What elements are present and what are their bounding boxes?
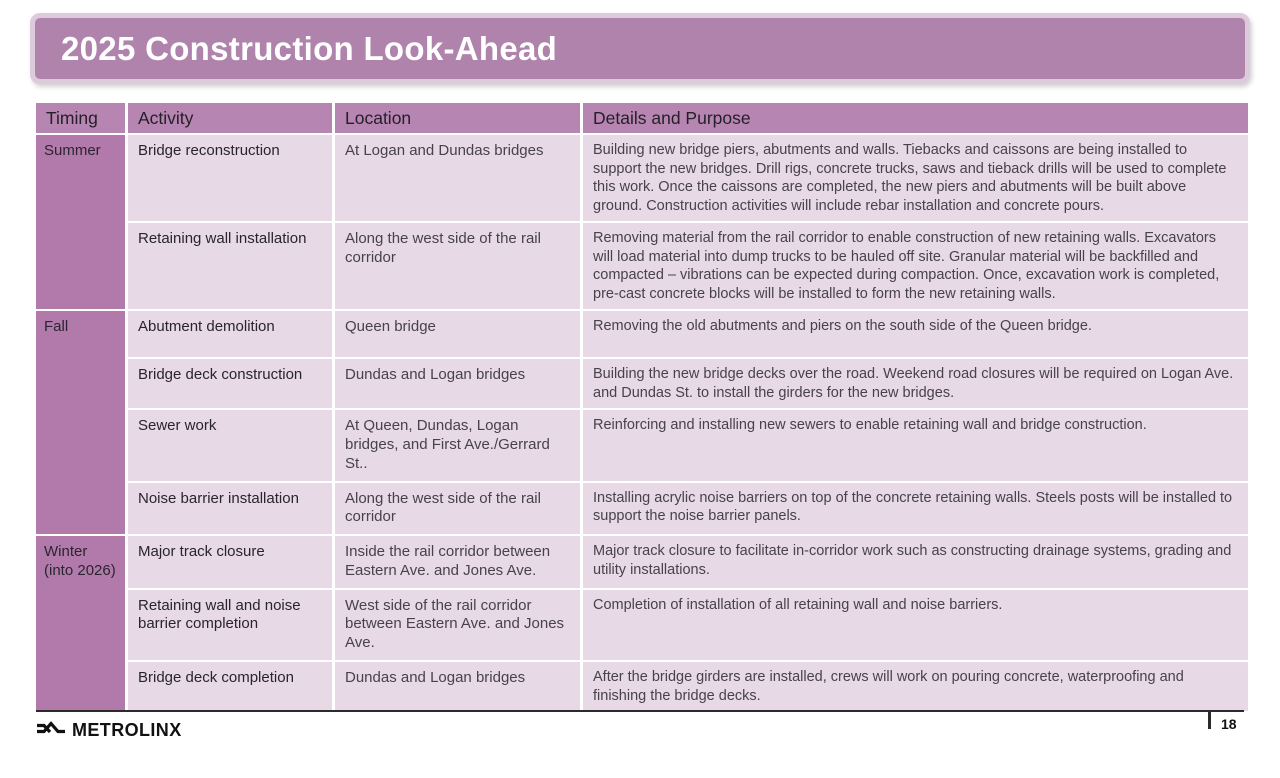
table-body <box>36 135 1248 711</box>
details-cell: Completion of installation of all retaining wall and noise barriers. <box>583 590 1248 660</box>
metrolinx-brand <box>36 718 182 743</box>
details-cell: Building the new bridge decks over the road. Weekend road closures will be required on Logan Ave. and Dundas St. to install the girders for the new bridges. <box>583 359 1248 408</box>
timing-cell: Fall <box>36 311 125 534</box>
details-cell: Major track closure to facilitate in-corridor work such as constructing drainage systems, grading and utility installations. <box>583 536 1248 588</box>
timing-cell: Summer <box>36 135 125 309</box>
details-cell: Removing the old abutments and piers on the south side of the Queen bridge. <box>583 311 1248 357</box>
table-row <box>36 311 1248 357</box>
table-row <box>36 359 1248 408</box>
header-timing: Timing <box>36 103 125 133</box>
details-cell: Installing acrylic noise barriers on top of the concrete retaining walls. Steels posts will be installed to support the noise barrier panels. <box>583 483 1248 535</box>
table-row <box>36 135 1248 221</box>
location-cell: Dundas and Logan bridges <box>335 359 580 408</box>
location-cell: West side of the rail corridor between Eastern Ave. and Jones Ave. <box>335 590 580 660</box>
page-number-tick <box>1208 711 1211 729</box>
page-number: 18 <box>1221 716 1237 732</box>
location-cell: Along the west side of the rail corridor <box>335 223 580 309</box>
title-banner <box>30 13 1250 84</box>
table-row <box>36 590 1248 660</box>
details-cell: Removing material from the rail corridor to enable construction of new retaining walls. Excavators will load material into dump trucks to be hauled off site. Granular material will be backfilled and compacted – vibrations can be expected during compaction. Once, excavation work is completed, pre-cast concrete blocks will be installed to form the new retaining walls. <box>583 223 1248 309</box>
activity-cell: Noise barrier installation <box>128 483 332 535</box>
location-cell: Inside the rail corridor between Eastern Ave. and Jones Ave. <box>335 536 580 588</box>
activity-cell: Bridge deck construction <box>128 359 332 408</box>
table-row <box>36 662 1248 711</box>
table-row <box>36 536 1248 588</box>
table-row <box>36 223 1248 309</box>
location-cell: At Queen, Dundas, Logan bridges, and First Ave./Gerrard St.. <box>335 410 580 480</box>
header-activity: Activity <box>128 103 332 133</box>
timing-cell: Winter (into 2026) <box>36 536 125 711</box>
table-row <box>36 410 1248 480</box>
header-location: Location <box>335 103 580 133</box>
look-ahead-table <box>33 101 1251 713</box>
location-cell: Queen bridge <box>335 311 580 357</box>
table-header-row <box>36 103 1248 133</box>
construction-table <box>33 101 1251 713</box>
location-cell: At Logan and Dundas bridges <box>335 135 580 221</box>
details-cell: After the bridge girders are installed, crews will work on pouring concrete, waterproofing and finishing the bridge decks. <box>583 662 1248 711</box>
activity-cell: Sewer work <box>128 410 332 480</box>
location-cell: Along the west side of the rail corridor <box>335 483 580 535</box>
page-title: 2025 Construction Look-Ahead <box>61 29 558 67</box>
activity-cell: Retaining wall and noise barrier completion <box>128 590 332 660</box>
metrolinx-wordmark: METROLINX <box>72 720 182 740</box>
activity-cell: Bridge deck completion <box>128 662 332 711</box>
footer-divider <box>36 710 1244 712</box>
location-cell: Dundas and Logan bridges <box>335 662 580 711</box>
activity-cell: Abutment demolition <box>128 311 332 357</box>
header-details: Details and Purpose <box>583 103 1248 133</box>
metrolinx-logo-icon <box>36 718 66 743</box>
activity-cell: Retaining wall installation <box>128 223 332 309</box>
activity-cell: Bridge reconstruction <box>128 135 332 221</box>
activity-cell: Major track closure <box>128 536 332 588</box>
table-row <box>36 483 1248 535</box>
details-cell: Reinforcing and installing new sewers to enable retaining wall and bridge construction. <box>583 410 1248 480</box>
details-cell: Building new bridge piers, abutments and walls. Tiebacks and caissons are being installed to support the new bridges. Drill rigs, concrete trucks, saws and tieback drills will be used to complete this work. Once the caissons are completed, the new piers and abutments will be built above ground. Construction activities will include rebar installation and concrete pours. <box>583 135 1248 221</box>
